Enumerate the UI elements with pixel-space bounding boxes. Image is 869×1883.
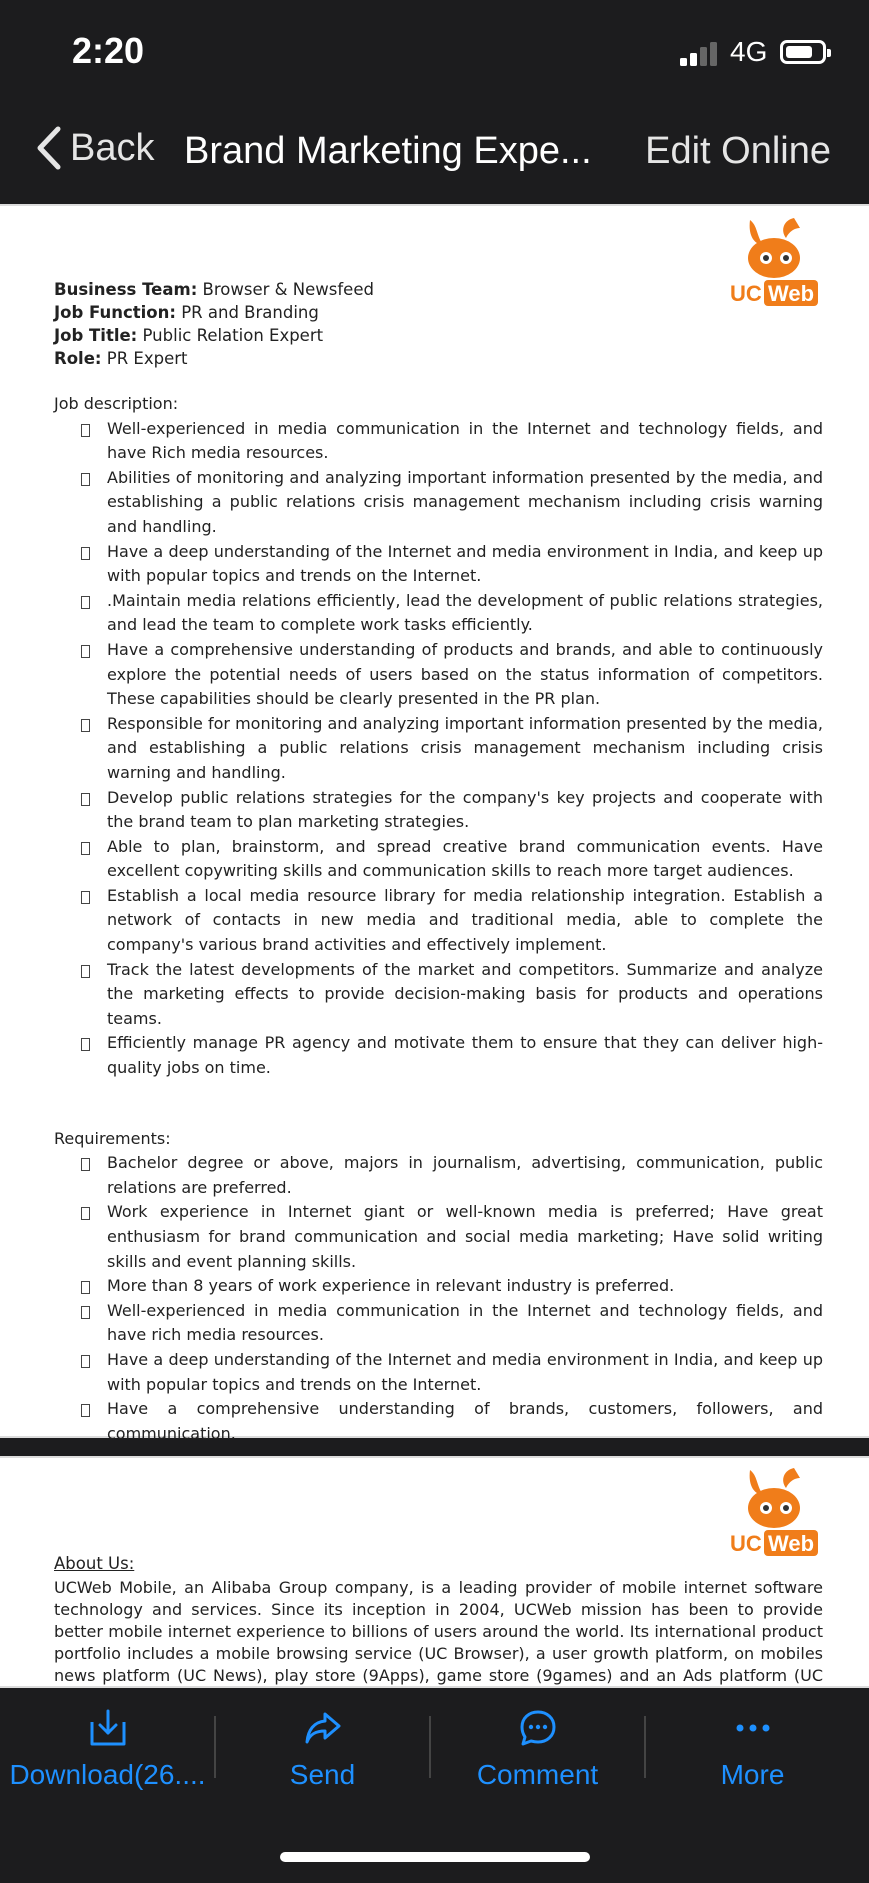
more-button[interactable] [645, 1708, 860, 1791]
description-item: Well-experienced in media communication in the Internet and technology fields, and have Rich media resources. [107, 417, 823, 466]
description-item: Establish a local media resource library for media relationship integration. Establish a network of contacts in new media and traditional media, able to complete the company's various brand activities and effectively implement. [107, 884, 823, 958]
job-description-list [54, 417, 823, 1081]
logo-text-web: Web [768, 281, 815, 306]
job-meta [54, 278, 823, 370]
about-section [54, 1552, 823, 1709]
download-icon [88, 1708, 128, 1748]
requirement-item: Work experience in Internet giant or well-known media is preferred; Have great enthusiasm for brand communication and social media marketing; Have solid writing skills and event planning skills. [107, 1200, 823, 1274]
business-team-row: Business Team: Browser & Newsfeed [54, 280, 374, 299]
send-label: Send [289, 1759, 356, 1790]
document-page-1 [0, 204, 869, 1443]
battery-icon [780, 40, 826, 64]
description-item: Have a deep understanding of the Internet and media environment in India, and keep up with popular topics and trends on the Internet. [107, 540, 823, 589]
document-page-2 [0, 1456, 869, 1688]
edit-online-button[interactable]: Edit Online [645, 130, 831, 172]
job-description-title: Job description: [54, 394, 179, 413]
share-arrow-icon [303, 1708, 343, 1748]
navigation-bar [0, 100, 869, 204]
chevron-left-icon [36, 126, 62, 170]
requirement-item: More than 8 years of work experience in relevant industry is preferred. [107, 1274, 823, 1299]
home-indicator[interactable] [280, 1852, 590, 1862]
logo-text-uc: UC [730, 281, 762, 306]
requirements-list [54, 1151, 823, 1446]
description-item: Efficiently manage PR agency and motivate them to ensure that they can deliver high-quality jobs on time. [107, 1031, 823, 1080]
send-button[interactable] [215, 1708, 430, 1791]
download-label: Download(26.... [9, 1759, 206, 1790]
back-label: Back [70, 126, 155, 169]
job-title-row: Job Title: Public Relation Expert [54, 326, 324, 345]
logo-text-uc: UC [730, 1531, 762, 1556]
requirement-item: Have a comprehensive understanding of brands, customers, followers, and communication. [107, 1397, 823, 1446]
about-title: About Us: [54, 1554, 135, 1573]
description-item: Abilities of monitoring and analyzing important information presented by the media, and establishing a public relations crisis management mechanism including crisis warning and handling. [107, 466, 823, 540]
more-dots-icon [733, 1708, 773, 1748]
role-row: Role: PR Expert [54, 349, 188, 368]
more-label: More [720, 1759, 785, 1790]
logo-text-web: Web [768, 1531, 815, 1556]
comment-icon [518, 1708, 558, 1748]
description-item: Have a comprehensive understanding of products and brands, and able to continuously explore the potential needs of users based on the status information of competitors. These capabilities should be clearly presented in the PR plan. [107, 638, 823, 712]
requirement-item: Well-experienced in media communication in the Internet and technology fields, and have rich media resources. [107, 1299, 823, 1348]
comment-label: Comment [476, 1759, 599, 1790]
status-bar [0, 0, 869, 100]
requirement-item: Have a deep understanding of the Internet and media environment in India, and keep up with popular topics and trends on the Internet. [107, 1348, 823, 1397]
requirements-title: Requirements: [54, 1128, 171, 1148]
description-item: .Maintain media relations efficiently, lead the development of public relations strategies, and lead the team to complete work tasks efficiently. [107, 589, 823, 638]
requirement-item: Bachelor degree or above, majors in journalism, advertising, communication, public relations are preferred. [107, 1151, 823, 1200]
download-button[interactable] [0, 1708, 215, 1791]
description-item: Track the latest developments of the market and competitors. Summarize and analyze the marketing effects to provide decision-making basis for products and operations teams. [107, 958, 823, 1032]
job-function-row: Job Function: PR and Branding [54, 303, 319, 322]
description-item: Develop public relations strategies for the company's key projects and cooperate with the brand team to plan marketing strategies. [107, 786, 823, 835]
job-content [54, 278, 823, 1446]
document-title: Brand Marketing Expe... [184, 130, 592, 172]
signal-icon [680, 42, 722, 66]
description-item: Responsible for monitoring and analyzing important information presented by the media, and establishing a public relations crisis management mechanism including crisis warning and handling. [107, 712, 823, 786]
network-label: 4G [730, 36, 768, 67]
back-button[interactable] [36, 126, 154, 170]
ucweb-logo [728, 1464, 818, 1560]
comment-button[interactable] [430, 1708, 645, 1791]
status-time: 2:20 [72, 30, 145, 71]
description-item: Able to plan, brainstorm, and spread creative brand communication events. Have excellent copywriting skills and communication skills to reach more target audiences. [107, 835, 823, 884]
about-text: UCWeb Mobile, an Alibaba Group company, is a leading provider of mobile internet software technology and services. Since its inception in 2004, UCWeb mission has been to provide better mobile internet experience to billions of users around the world. Its international product portfolio includes a mobile browsing service (UC Browser), a user growth platform, on mobiles news platform (UC News), play store (9Apps), game store (9games) and an Ads platform (UC [54, 1577, 823, 1685]
